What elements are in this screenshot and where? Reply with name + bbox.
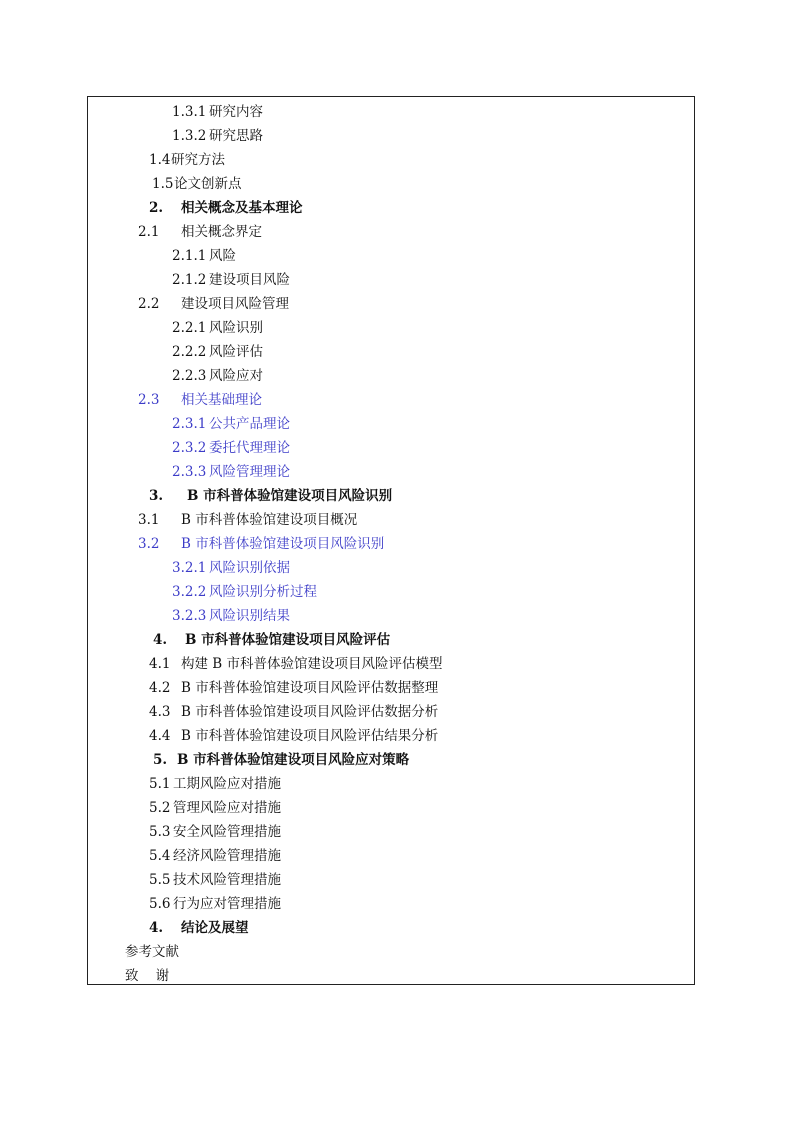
toc-entry-number: 2.3: [138, 392, 160, 408]
toc-entry-number: 2.1.1: [172, 248, 207, 264]
toc-entry-title: B 市科普体验馆建设项目风险应对策略: [177, 752, 410, 768]
toc-entry-number: 1.4: [149, 152, 171, 168]
toc-entry-number: 3.2.3: [172, 608, 207, 624]
toc-entry-number: 3.1: [138, 512, 160, 528]
toc-entry-title: 风险应对: [209, 368, 263, 384]
toc-entry-title: 风险识别依据: [209, 560, 290, 576]
toc-entry-title: 建设项目风险: [209, 272, 290, 288]
toc-entry-number: 3.: [149, 488, 164, 504]
toc-entry-title: 建设项目风险管理: [181, 296, 289, 312]
toc-entry-number: 2.2.3: [172, 368, 207, 384]
toc-entry-number: 5.4: [149, 848, 171, 864]
toc-entry-number: 4.4: [149, 728, 171, 744]
toc-entry-number: 2.3.3: [172, 464, 207, 480]
toc-entry-title: 致 谢: [125, 968, 170, 984]
toc-entry-title: B 市科普体验馆建设项目风险识别: [181, 536, 385, 552]
toc-entry-number: 3.2.1: [172, 560, 207, 576]
toc-entry-title: B 市科普体验馆建设项目风险评估: [185, 632, 391, 648]
toc-entry-title: 行为应对管理措施: [173, 896, 281, 912]
toc-entry-number: 5.6: [149, 896, 171, 912]
toc-entry-title: 研究方法: [171, 152, 225, 168]
toc-entry-number: 2.2.1: [172, 320, 207, 336]
toc-entry-number: 3.2: [138, 536, 160, 552]
toc-entry-title: 安全风险管理措施: [173, 824, 281, 840]
toc-entry-number: 3.2.2: [172, 584, 207, 600]
toc-entry-title: 研究思路: [209, 128, 263, 144]
toc-entry-title: 风险评估: [209, 344, 263, 360]
toc-entry-title: 风险识别结果: [209, 608, 290, 624]
toc-entry-title: B 市科普体验馆建设项目风险识别: [187, 488, 393, 504]
toc-entry-number: 2.2: [138, 296, 160, 312]
toc-entry-number: 1.3.1: [172, 104, 207, 120]
toc-entry-title: 公共产品理论: [209, 416, 290, 432]
toc-entry-title: B 市科普体验馆建设项目风险评估结果分析: [181, 728, 439, 744]
toc-entry-title: B 市科普体验馆建设项目概况: [181, 512, 358, 528]
toc-entry-number: 2.2.2: [172, 344, 207, 360]
toc-entry-number: 4.: [153, 632, 168, 648]
toc-entry-number: 1.3.2: [172, 128, 207, 144]
toc-entry-number: 5.: [153, 752, 168, 768]
toc-entry-title: 风险识别: [209, 320, 263, 336]
toc-entry-title: 经济风险管理措施: [173, 848, 281, 864]
toc-entry-number: 2.1.2: [172, 272, 207, 288]
toc-entry-title: 构建 B 市科普体验馆建设项目风险评估模型: [181, 656, 443, 672]
toc-entry-title: 参考文献: [125, 944, 179, 960]
toc-entry-title: B 市科普体验馆建设项目风险评估数据整理: [181, 680, 439, 696]
toc-entry-number: 2.1: [138, 224, 160, 240]
toc-entry-number: 5.2: [149, 800, 171, 816]
toc-entry-number: 5.5: [149, 872, 171, 888]
toc-entry-title: 技术风险管理措施: [173, 872, 281, 888]
toc-entry-title: 结论及展望: [181, 920, 249, 936]
toc-entry-number: 2.3.2: [172, 440, 207, 456]
toc-entry-title: 研究内容: [209, 104, 263, 120]
toc-entry-number: 5.1: [149, 776, 171, 792]
toc-entry-title: B 市科普体验馆建设项目风险评估数据分析: [181, 704, 439, 720]
toc-entry-title: 风险: [209, 248, 236, 264]
toc-entry-title: 相关概念及基本理论: [181, 200, 303, 216]
toc-entry-number: 4.2: [149, 680, 171, 696]
toc-entry-title: 管理风险应对措施: [173, 800, 281, 816]
toc-entry-number: 5.3: [149, 824, 171, 840]
toc-entry-number: 4.1: [149, 656, 171, 672]
toc-entry-number: 2.: [149, 200, 164, 216]
toc-frame: [87, 96, 695, 985]
toc-entry-title: 工期风险应对措施: [173, 776, 281, 792]
toc-entry-title: 论文创新点: [174, 176, 242, 192]
toc-entry-title: 相关概念界定: [181, 224, 262, 240]
toc-entry-number: 4.: [149, 920, 164, 936]
toc-entry-title: 风险管理理论: [209, 464, 290, 480]
toc-entry-title: 相关基础理论: [181, 392, 262, 408]
toc-entry-number: 1.5: [152, 176, 174, 192]
toc-entry-title: 风险识别分析过程: [209, 584, 317, 600]
toc-entry-number: 2.3.1: [172, 416, 207, 432]
toc-entry-number: 4.3: [149, 704, 171, 720]
toc-entry-title: 委托代理理论: [209, 440, 290, 456]
